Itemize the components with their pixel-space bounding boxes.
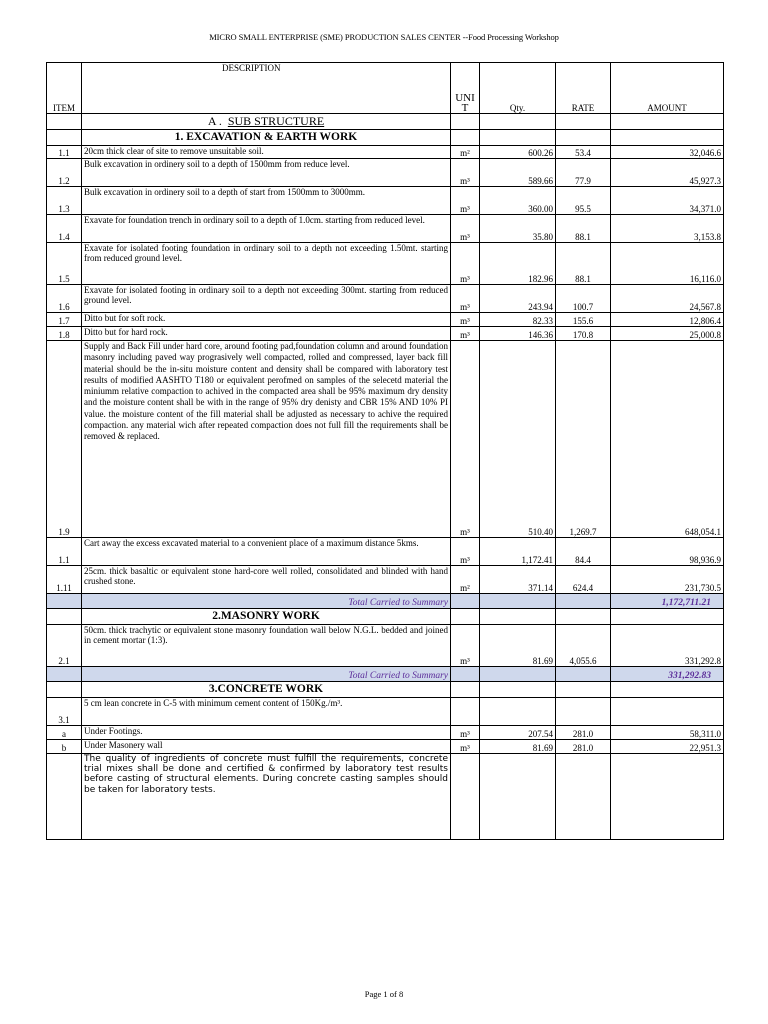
row-amount: 45,927.3 — [611, 159, 724, 187]
row-rate: 624.4 — [556, 566, 611, 594]
row-rate: 155.6 — [556, 313, 611, 327]
table-row — [47, 327, 724, 341]
row-item: 1.11 — [47, 566, 82, 594]
bill-of-quantities-table — [46, 62, 724, 840]
table-row — [47, 538, 724, 566]
row-unit: m³ — [451, 187, 480, 215]
row-item: 1.6 — [47, 285, 82, 313]
row-unit: m³ — [451, 243, 480, 285]
column-header-unit: UNI T — [451, 63, 480, 114]
section-2-total-amount: 331,292.83 — [611, 667, 724, 682]
section-3-title: 3.CONCRETE WORK — [82, 682, 451, 698]
row-amount: 12,806.4 — [611, 313, 724, 327]
section-1-total-row — [47, 594, 724, 609]
row-amount: 98,936.9 — [611, 538, 724, 566]
column-header-qty: Qty. — [480, 63, 556, 114]
section-1-title: 1. EXCAVATION & EARTH WORK — [82, 130, 451, 146]
row-item: 1.1 — [47, 538, 82, 566]
table-row — [47, 146, 724, 159]
row-unit: m³ — [451, 285, 480, 313]
row-unit: m³ — [451, 625, 480, 667]
row-description: Ditto but for soft rock. — [82, 313, 451, 327]
row-amount: 32,046.6 — [611, 146, 724, 159]
row-item: b — [47, 740, 82, 754]
table-row — [47, 698, 724, 726]
row-item: 1.2 — [47, 159, 82, 187]
section-a-row — [47, 114, 724, 130]
row-item: 1.3 — [47, 187, 82, 215]
table-row — [47, 313, 724, 327]
row-amount: 3,153.8 — [611, 215, 724, 243]
row-qty: 182.96 — [480, 243, 556, 285]
row-amount: 25,000.8 — [611, 327, 724, 341]
row-description: Cart away the excess excavated material to a convenient place of a maximum distance 5kms. — [82, 538, 451, 566]
row-amount: 648,054.1 — [611, 341, 724, 538]
section-a-name: SUB STRUCTURE — [227, 114, 325, 129]
table-row — [47, 754, 724, 840]
row-description: Under Masonery wall — [82, 740, 451, 754]
table-row — [47, 243, 724, 285]
row-rate: 53.4 — [556, 146, 611, 159]
row-description: Bulk excavation in ordinery soil to a depth of start from 1500mm to 3000mm. — [82, 187, 451, 215]
row-item: 1.5 — [47, 243, 82, 285]
row-description: Exavate for isolated footing foundation in ordinary soil to a depth not exceeding 1.50mt. starting from reduced ground level. — [82, 243, 451, 285]
row-rate: 1,269.7 — [556, 341, 611, 538]
row-unit: m³ — [451, 726, 480, 740]
table-row — [47, 341, 724, 538]
row-qty: 510.40 — [480, 341, 556, 538]
row-amount: 331,292.8 — [611, 625, 724, 667]
row-amount: 58,311.0 — [611, 726, 724, 740]
row-qty: 81.69 — [480, 625, 556, 667]
row-item: 2.1 — [47, 625, 82, 667]
row-rate: 77.9 — [556, 159, 611, 187]
column-header-rate: RATE — [556, 63, 611, 114]
row-description: Supply and Back Fill under hard core, around footing pad,foundation column and around foundation masonry including paved way prograsively well compacted, rolled and compressed, layer back fill material should be the in-situ moisture content and density shall be compared with laboratory test results of modified AASHTO T180 or equivalent perofmed on samples of the selecetd material the miniumm relative compaction to achived in the compacted area shall be 95% maximum dry density and the moisture content shall be with in the range of 95% dry denisty and CBR 15% AND 10% PI value. the moisture content of the fill material shall be adjusted as necessary to achive the required compaction. any material wich after repeated compaction does not full fill the requirements shall be removed & replaced. — [82, 341, 451, 538]
table-row — [47, 566, 724, 594]
row-rate: 88.1 — [556, 215, 611, 243]
table-row — [47, 159, 724, 187]
page-header-title: MICRO SMALL ENTERPRISE (SME) PRODUCTION SALES CENTER --Food Processing Workshop — [209, 32, 559, 42]
table-row — [47, 285, 724, 313]
row-rate: 281.0 — [556, 740, 611, 754]
row-qty: 589.66 — [480, 159, 556, 187]
row-rate: 100.7 — [556, 285, 611, 313]
row-unit: m³ — [451, 740, 480, 754]
table-row — [47, 187, 724, 215]
row-qty: 371.14 — [480, 566, 556, 594]
row-item: 1.8 — [47, 327, 82, 341]
row-unit: m² — [451, 566, 480, 594]
row-unit: m³ — [451, 538, 480, 566]
row-qty: 360.00 — [480, 187, 556, 215]
table-row — [47, 625, 724, 667]
section-1-row — [47, 130, 724, 146]
row-description: 50cm. thick trachytic or equivalent stone masonry foundation wall below N.G.L. bedded and joined in cement mortar (1:3). — [82, 625, 451, 667]
section-a-prefix: A . — [207, 114, 222, 129]
row-item: 1.4 — [47, 215, 82, 243]
row-qty: 146.36 — [480, 327, 556, 341]
row-amount: 231,730.5 — [611, 566, 724, 594]
table-row — [47, 740, 724, 754]
table-row — [47, 215, 724, 243]
section-2-total-row — [47, 667, 724, 682]
row-unit: m³ — [451, 215, 480, 243]
section-a-title — [82, 114, 451, 130]
row-description: 20cm thick clear of site to remove unsuitable soil. — [82, 146, 451, 159]
row-amount: 34,371.0 — [611, 187, 724, 215]
row-unit: m² — [451, 146, 480, 159]
row-rate: 88.1 — [556, 243, 611, 285]
section-2-total-label: Total Carried to Summary — [82, 667, 451, 682]
row-unit: m³ — [451, 313, 480, 327]
row-description: 5 cm lean concrete in C-5 with minimum cement content of 150Kg./m³. — [82, 698, 451, 726]
section-1-total-amount: 1,172,711.21 — [611, 594, 724, 609]
column-header-description: DESCRIPTION — [82, 63, 451, 114]
row-rate: 4,055.6 — [556, 625, 611, 667]
row-description: Ditto but for hard rock. — [82, 327, 451, 341]
table-header-row — [47, 63, 724, 114]
row-qty: 81.69 — [480, 740, 556, 754]
row-amount: 24,567.8 — [611, 285, 724, 313]
row-description: 25cm. thick basaltic or equivalent stone hard-core well rolled, consolidated and blinded with hand crushed stone. — [82, 566, 451, 594]
row-description: Under Footings. — [82, 726, 451, 740]
row-unit: m³ — [451, 341, 480, 538]
row-rate: 170.8 — [556, 327, 611, 341]
row-qty: 35.80 — [480, 215, 556, 243]
row-item: 1.1 — [47, 146, 82, 159]
row-qty: 243.94 — [480, 285, 556, 313]
row-description: Bulk excavation in ordinery soil to a depth of 1500mm from reduce level. — [82, 159, 451, 187]
row-description: Exavate for foundation trench in ordinary soil to a depth of 1.0cm. starting from reduced level. — [82, 215, 451, 243]
row-amount: 22,951.3 — [611, 740, 724, 754]
section-3-row — [47, 682, 724, 698]
concrete-quality-note: The quality of ingredients of concrete must fulfill the requirements, concrete trial mixes shall be done and certified & confirmed by laboratory test results before casting of structural elements. During concrete casting samples should be taken for laboratory tests. — [82, 754, 451, 840]
row-unit: m³ — [451, 159, 480, 187]
column-header-amount: AMOUNT — [611, 63, 724, 114]
row-qty: 600.26 — [480, 146, 556, 159]
row-qty: 1,172.41 — [480, 538, 556, 566]
row-rate: 95.5 — [556, 187, 611, 215]
row-qty: 207.54 — [480, 726, 556, 740]
row-amount: 16,116.0 — [611, 243, 724, 285]
row-rate: 84.4 — [556, 538, 611, 566]
row-item: 1.9 — [47, 341, 82, 538]
page-footer: Page 1 of 8 — [364, 989, 404, 999]
row-item: a — [47, 726, 82, 740]
row-rate: 281.0 — [556, 726, 611, 740]
row-description: Exavate for isolated footing in ordinary soil to a depth not exceeding 300mt. starting from reduced ground level. — [82, 285, 451, 313]
row-qty: 82.33 — [480, 313, 556, 327]
section-2-row — [47, 609, 724, 625]
section-1-total-label: Total Carried to Summary — [82, 594, 451, 609]
row-unit: m³ — [451, 327, 480, 341]
section-2-title: 2.MASONRY WORK — [82, 609, 451, 625]
column-header-item: ITEM — [47, 63, 82, 114]
row-item: 1.7 — [47, 313, 82, 327]
row-item: 3.1 — [47, 698, 82, 726]
table-row — [47, 726, 724, 740]
